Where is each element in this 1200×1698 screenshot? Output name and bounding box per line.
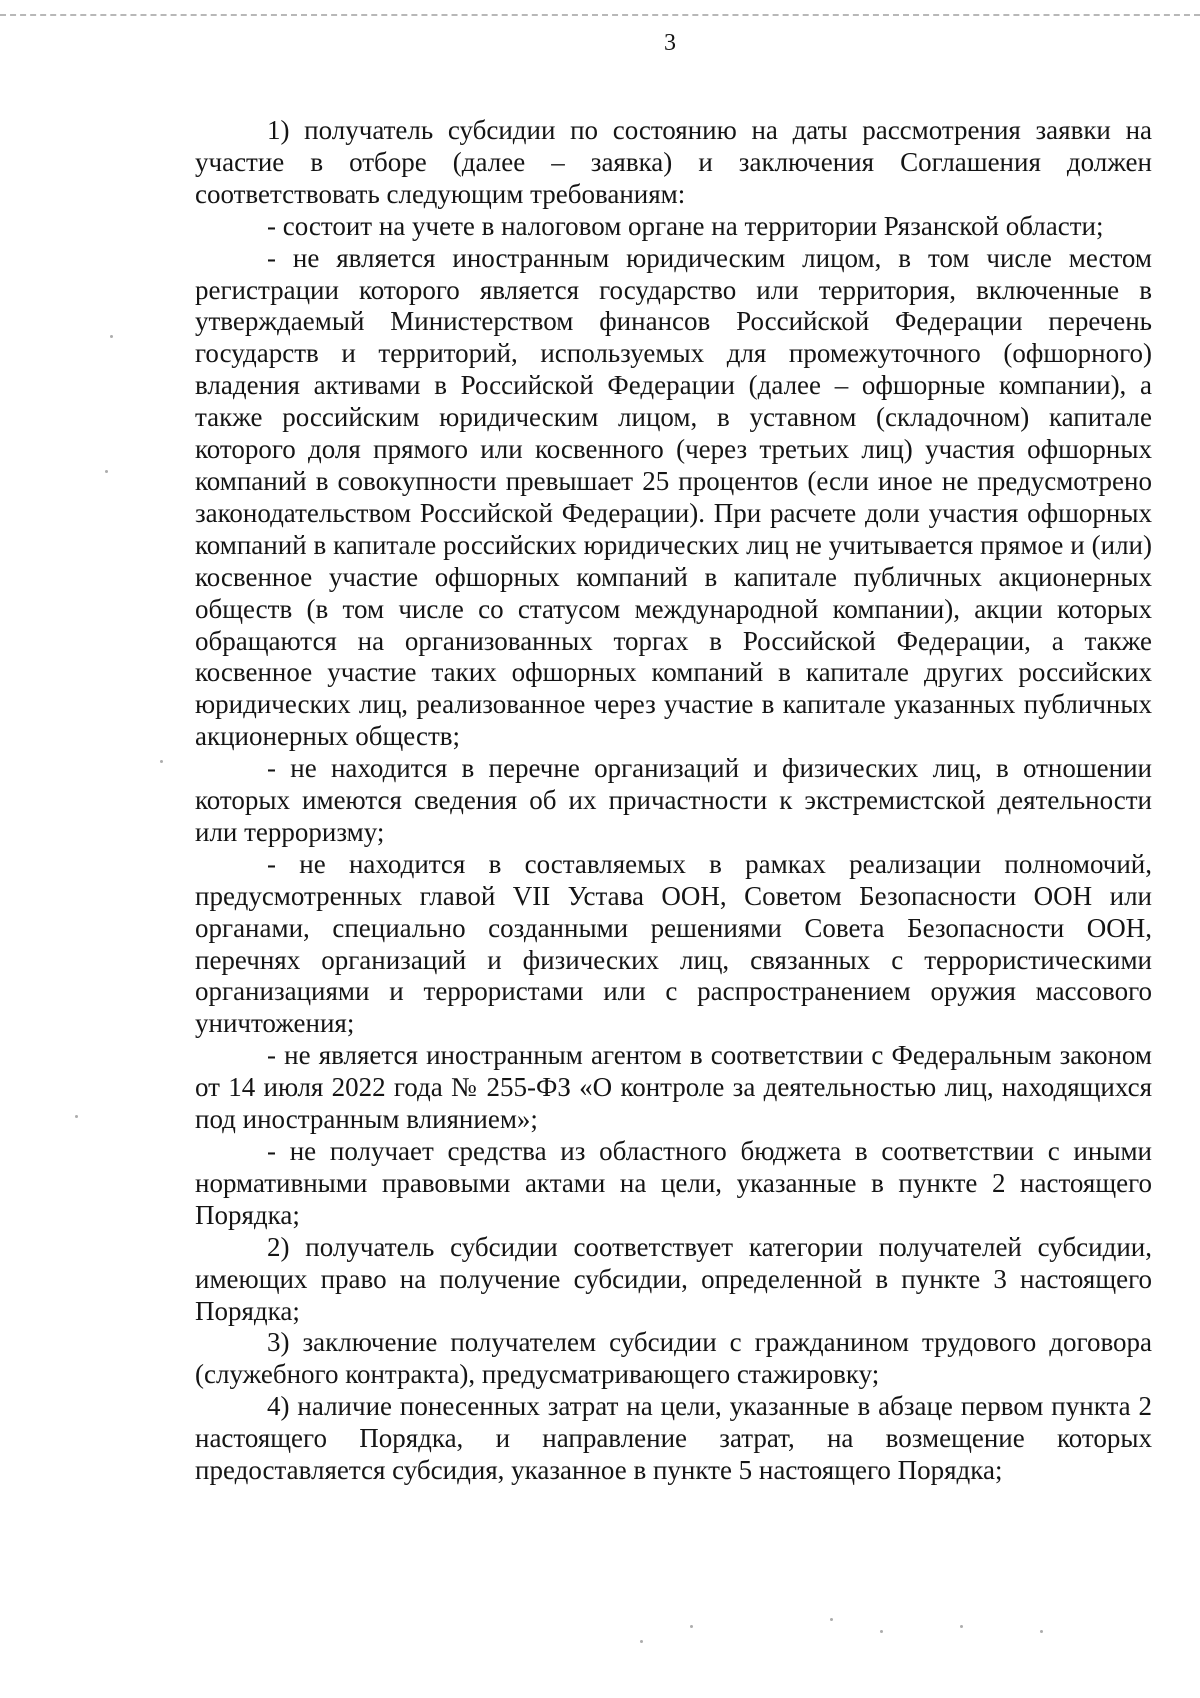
document-body: [195, 115, 1152, 1487]
paragraph-recipient-category: 2) получатель субсидии соответствует категории получателей субсидии, имеющих право на получение субсидии, определенной в пункте 3 настоящего Порядка;: [195, 1231, 1152, 1326]
scan-speck: [105, 470, 108, 473]
paragraph-offshore: - не является иностранным юридическим лицом, в том числе местом регистрации которого является государство или территория, включенные в утверждаемый Министерством финансов Российской Федерации перечень государств и территорий, используемых для промежуточного (офшорного) владения активами в Российской Федерации (далее – офшорные компании), а также российским юридическим лицом, в уставном (складочном) капитале которого доля прямого или косвенного (через третьих лиц) участия офшорных компаний в совокупности превышает 25 процентов (если иное не предусмотрено законодательством Российской Федерации). При расчете доли участия офшорных компаний в капитале российских юридических лиц не учитывается прямое и (или) косвенное участие офшорных компаний в капитале публичных акционерных обществ (в том числе со статусом международной компании), акции которых обращаются на организованных торгах в Российской Федерации, а также косвенное участие таких офшорных компаний в капитале других российских юридических лиц, реализованное через участие в капитале указанных публичных акционерных обществ;: [195, 242, 1152, 752]
paragraph-un-lists: - не находится в составляемых в рамках реализации полномочий, предусмотренных главой VII Устава ООН, Советом Безопасности ООН или органами, специально созданными решениями Совета Безопасности ООН, перечнях организаций и физических лиц, связанных с террористическими организациями и террористами или с распространением оружия массового уничтожения;: [195, 848, 1152, 1039]
scan-speck: [1040, 1630, 1043, 1633]
paragraph-tax-registration: - состоит на учете в налоговом органе на территории Рязанской области;: [267, 210, 1104, 241]
scan-speck: [880, 1630, 883, 1633]
scan-speck: [830, 1618, 833, 1621]
scan-speck: [160, 760, 163, 763]
scan-speck: [640, 1640, 643, 1643]
scan-speck: [110, 335, 113, 338]
page-number: 3: [664, 30, 676, 56]
paragraph-incurred-costs: 4) наличие понесенных затрат на цели, указанные в абзаце первом пункта 2 настоящего Порядка, и направление затрат, на возмещение которых предоставляется субсидия, указанное в пункте 5 настоящего Порядка;: [195, 1391, 1152, 1486]
scan-speck: [75, 1115, 78, 1118]
scan-speck: [960, 1625, 963, 1628]
paragraph-employment-contract: 3) заключение получателем субсидии с гражданином трудового договора (служебного контракта), предусматривающего стажировку;: [195, 1327, 1152, 1390]
scan-speck: [690, 1625, 693, 1628]
scan-edge-artifact: [0, 14, 1200, 16]
paragraph-foreign-agent: - не является иностранным агентом в соответствии с Федеральным законом от 14 июля 2022 года № 255-ФЗ «О контроле за деятельностью лиц, находящихся под иностранным влиянием»;: [195, 1040, 1152, 1135]
paragraph-requirements-intro: 1) получатель субсидии по состоянию на даты рассмотрения заявки на участие в отборе (далее – заявка) и заключения Соглашения должен соответствовать следующим требованиям:: [195, 115, 1152, 209]
paragraph-regional-budget: - не получает средства из областного бюджета в соответствии с иными нормативными правовыми актами на цели, указанные в пункте 2 настоящего Порядка;: [195, 1136, 1152, 1230]
paragraph-extremism-list: - не находится в перечне организаций и физических лиц, в отношении которых имеются сведения об их причастности к экстремистской деятельности или терроризму;: [195, 753, 1152, 847]
